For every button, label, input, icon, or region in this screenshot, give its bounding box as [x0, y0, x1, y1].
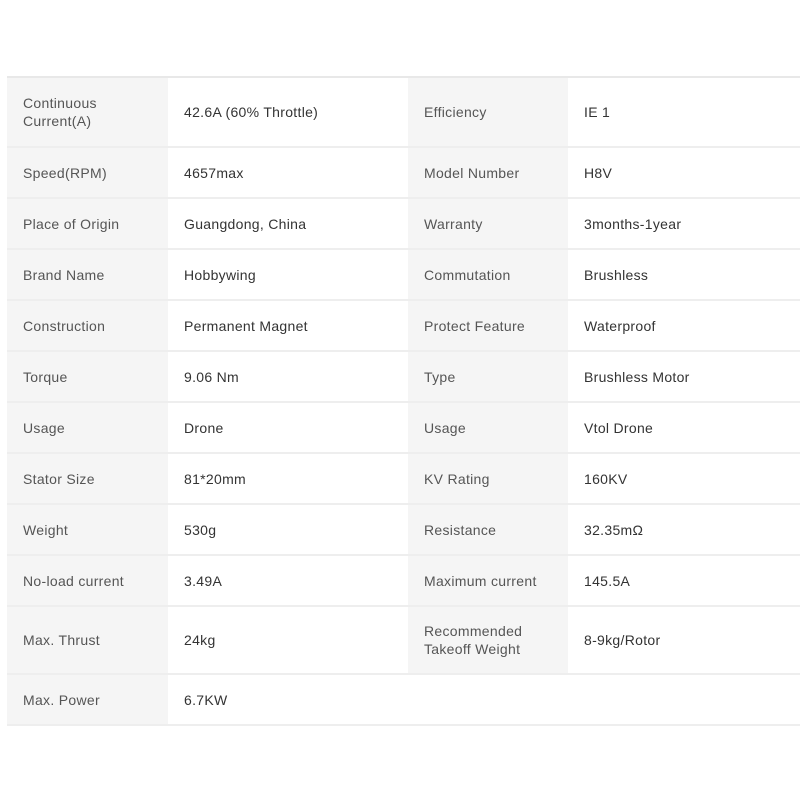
- spec-value: 3months-1year: [568, 199, 800, 248]
- spec-value: H8V: [568, 148, 800, 197]
- spec-label: Type: [408, 352, 568, 401]
- spec-label: Speed(RPM): [7, 148, 168, 197]
- spec-label: Usage: [408, 403, 568, 452]
- spec-label: Usage: [7, 403, 168, 452]
- spec-label: Max. Thrust: [7, 607, 168, 673]
- spec-value: 6.7KW: [168, 675, 408, 724]
- spec-label: Brand Name: [7, 250, 168, 299]
- spec-label: Construction: [7, 301, 168, 350]
- spec-value: 145.5A: [568, 556, 800, 605]
- spec-row: [7, 199, 800, 250]
- spec-label: Weight: [7, 505, 168, 554]
- spec-table: [7, 76, 800, 726]
- spec-label: No-load current: [7, 556, 168, 605]
- spec-label: Efficiency: [408, 78, 568, 146]
- spec-value: Drone: [168, 403, 408, 452]
- spec-label: Protect Feature: [408, 301, 568, 350]
- spec-label: Resistance: [408, 505, 568, 554]
- spec-row: [7, 352, 800, 403]
- spec-label: Stator Size: [7, 454, 168, 503]
- spec-label: [408, 675, 568, 724]
- spec-value: 8-9kg/Rotor: [568, 607, 800, 673]
- spec-label: Max. Power: [7, 675, 168, 724]
- spec-value: 81*20mm: [168, 454, 408, 503]
- spec-value: 4657max: [168, 148, 408, 197]
- spec-row: [7, 403, 800, 454]
- spec-value: Brushless Motor: [568, 352, 800, 401]
- spec-row: [7, 148, 800, 199]
- spec-row: [7, 301, 800, 352]
- spec-row: [7, 78, 800, 148]
- spec-value: 24kg: [168, 607, 408, 673]
- spec-label: Recommended Takeoff Weight: [408, 607, 568, 673]
- spec-value: 9.06 Nm: [168, 352, 408, 401]
- spec-row: [7, 454, 800, 505]
- spec-value: 42.6A (60% Throttle): [168, 78, 408, 146]
- spec-row: [7, 505, 800, 556]
- spec-label: Maximum current: [408, 556, 568, 605]
- spec-value: Waterproof: [568, 301, 800, 350]
- spec-value: Brushless: [568, 250, 800, 299]
- spec-row: [7, 675, 800, 726]
- spec-label: Torque: [7, 352, 168, 401]
- spec-value: Permanent Magnet: [168, 301, 408, 350]
- spec-label: Place of Origin: [7, 199, 168, 248]
- spec-value: 530g: [168, 505, 408, 554]
- spec-value: 160KV: [568, 454, 800, 503]
- spec-label: Continuous Current(A): [7, 78, 168, 146]
- spec-label: Warranty: [408, 199, 568, 248]
- spec-row: [7, 556, 800, 607]
- spec-value: Hobbywing: [168, 250, 408, 299]
- spec-label: Model Number: [408, 148, 568, 197]
- spec-value: IE 1: [568, 78, 800, 146]
- spec-value: Vtol Drone: [568, 403, 800, 452]
- spec-row: [7, 607, 800, 675]
- spec-value: 3.49A: [168, 556, 408, 605]
- spec-value: [568, 675, 800, 724]
- spec-label: Commutation: [408, 250, 568, 299]
- spec-row: [7, 250, 800, 301]
- spec-label: KV Rating: [408, 454, 568, 503]
- spec-value: Guangdong, China: [168, 199, 408, 248]
- spec-value: 32.35mΩ: [568, 505, 800, 554]
